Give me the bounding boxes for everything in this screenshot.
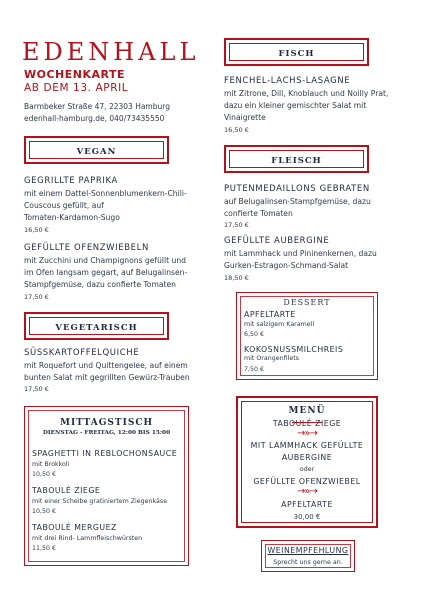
item-title: GEGRILLTE PAPRIKA xyxy=(24,176,118,186)
item-price: 17,50 € xyxy=(24,293,49,301)
item-price: 10,50 € xyxy=(32,508,57,515)
item-description: auf Belugalinsen-Stampfgemüse, dazu confierte Tomaten xyxy=(224,197,371,218)
arrow-divider-icon: →»→ xyxy=(297,428,317,439)
menu-starter: TABOULÉ ZIEGE xyxy=(272,419,342,428)
menu-main-1-cont: AUBERGINE xyxy=(281,453,333,462)
item-title: APFELTARTE xyxy=(244,310,296,319)
item-price: 18,50 € xyxy=(224,274,249,282)
item-title: SÜSSKARTOFFELQUICHE xyxy=(24,348,140,358)
item-price: 16,50 € xyxy=(224,126,249,134)
item-description: mit salzigem Karamell xyxy=(244,321,315,328)
fleisch-heading-box xyxy=(224,145,369,173)
wine-box xyxy=(261,540,355,572)
contact-info: edenhall-hamburg.de, 040/73435550 xyxy=(24,114,165,123)
item-price: 16,50 € xyxy=(24,226,49,234)
address: Barmbeker Straße 47, 22303 Hamburg xyxy=(24,102,170,111)
item-description: mit Roquefort und Quittengelee, auf einem bunten Salat mit gegrillten Gewürz-Trauben xyxy=(24,361,190,382)
wine-heading: WEINEMPFEHLUNG xyxy=(267,546,349,555)
vegan-heading-box xyxy=(24,136,169,164)
item-title: TABOULÉ ZIEGE xyxy=(32,486,101,495)
item-price: 6,50 € xyxy=(244,331,265,338)
item-title: GEFÜLLTE OFENZWIEBELN xyxy=(24,243,149,253)
dessert-box xyxy=(236,292,378,380)
mittagstisch-heading: MITTAGSTISCH xyxy=(60,418,153,428)
item-title: KOKOSNUSSMILCHREIS xyxy=(244,345,344,354)
item-description: mit drei Rind- Lammfleischwürsten xyxy=(32,535,143,542)
item-title: FENCHEL-LACHS-LASAGNE xyxy=(224,76,351,86)
item-title: PUTENMEDAILLONS GEBRATEN xyxy=(224,184,370,194)
arrow-divider-icon: →»→ xyxy=(297,486,317,497)
item-description: mit Orangenfilets xyxy=(244,355,299,362)
item-description: mit einem Dattel-Sonnenblumenkern-Chili- Couscous gefüllt, auf Tomaten-Kardamon-Sugo xyxy=(24,189,187,222)
menu-heading-underline xyxy=(238,410,376,411)
menu-box xyxy=(236,396,378,528)
fleisch-heading: FLEISCH xyxy=(271,156,322,166)
menu-heading: MENÜ xyxy=(288,406,326,416)
item-price: 11,50 € xyxy=(32,545,57,552)
restaurant-name: EDENHALL xyxy=(22,38,200,66)
menu-or: oder xyxy=(299,466,315,473)
menu-main-2: GEFÜLLTE OFENZWIEBEL xyxy=(253,477,361,486)
item-price: 10,50 € xyxy=(32,471,57,478)
item-description: mit Lammhack und Pininenkernen, dazu Gurken-Estragon-Schmand-Salat xyxy=(224,249,377,270)
vegan-heading: VEGAN xyxy=(76,147,117,157)
item-price: 17,50 € xyxy=(24,385,49,393)
item-title: SPAGHETTI IN REBLOCHONSAUCE xyxy=(32,449,178,458)
item-description: mit Brokkoli xyxy=(32,461,70,468)
mittagstisch-box xyxy=(24,406,189,566)
vegetarisch-heading-box xyxy=(24,312,169,340)
menu-subtitle: WOCHENKARTE xyxy=(24,68,126,81)
wine-text: Sprecht uns gerne an. xyxy=(273,559,343,566)
item-description: mit Zitrone, Dill, Knoblauch und Noilly Prat, dazu ein kleiner gemischter Salat mit Vinaigrette xyxy=(224,89,389,122)
mittagstisch-hours: DIENSTAG - FREITAG, 12:00 BIS 15:00 xyxy=(42,430,171,436)
menu-dessert: APFELTARTE xyxy=(281,500,333,509)
dessert-heading: DESSERT xyxy=(283,298,331,307)
menu-price: 30,00 € xyxy=(293,513,321,521)
item-price: 17,50 € xyxy=(224,221,249,229)
menu-date: AB DEM 13. APRIL xyxy=(24,82,129,94)
fisch-heading: FISCH xyxy=(278,49,315,59)
item-description: mit Zucchini und Champignons gefüllt und im Ofen langsam gegart, auf Belugalinsen- Stampfgemüse, dazu confierte Tomaten xyxy=(24,256,188,289)
menu-main-1: MIT LAMMHACK GEFÜLLTE xyxy=(250,441,364,450)
item-price: 7,50 € xyxy=(244,366,265,373)
vegetarisch-heading: VEGETARISCH xyxy=(55,323,138,333)
item-title: TABOULÉ MERGUEZ xyxy=(32,523,117,532)
item-description: mit einer Scheibe gratiniertem Ziegenkäse xyxy=(32,498,168,505)
item-title: GEFÜLLTE AUBERGINE xyxy=(224,236,330,246)
fisch-heading-box xyxy=(224,38,369,66)
